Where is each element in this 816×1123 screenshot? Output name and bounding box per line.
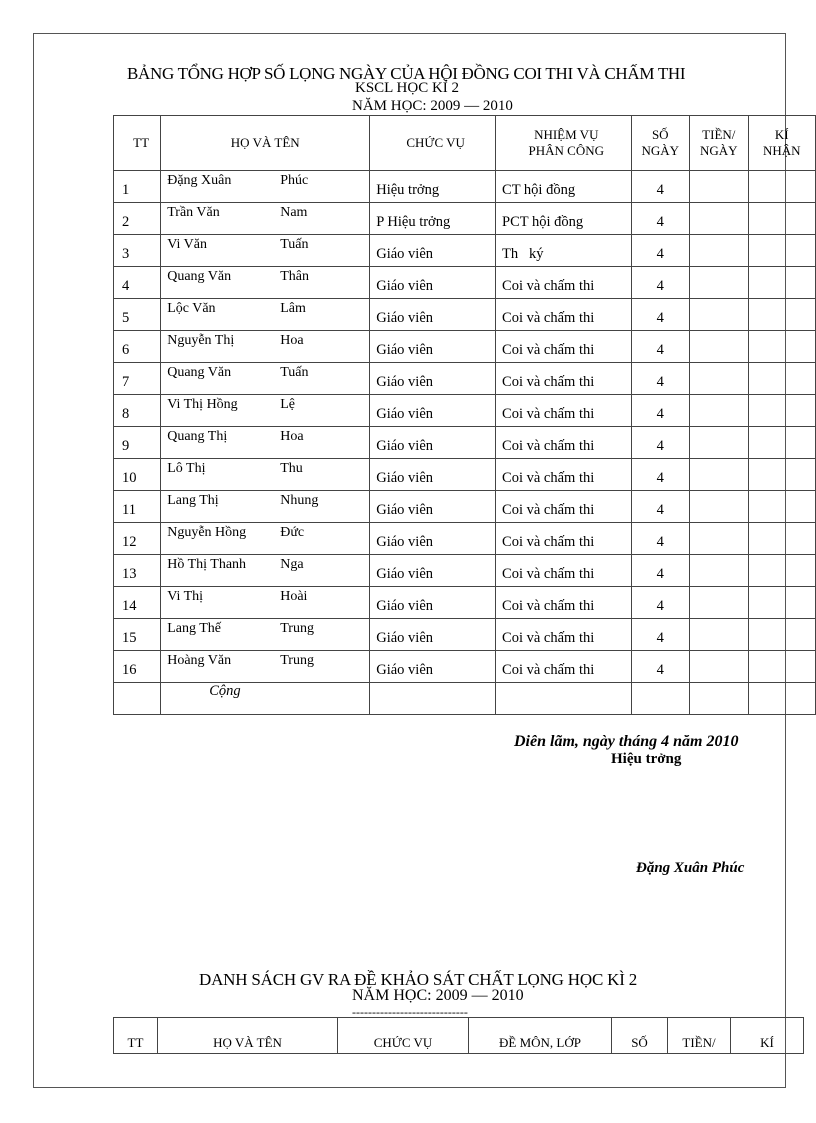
role-text: Giáo viên [376, 310, 434, 326]
name-wrap [161, 491, 369, 522]
sign-cell [748, 171, 815, 203]
days-text: 4 [656, 470, 664, 486]
sign-cell [748, 363, 815, 395]
header-tt: TT [114, 116, 161, 171]
row-number-text: 8 [122, 406, 130, 422]
row-number-text: 12 [122, 534, 137, 550]
days-text: 4 [656, 374, 664, 390]
name-wrap [161, 299, 369, 330]
given-name: Lệ [280, 397, 295, 412]
rate-cell [690, 459, 749, 491]
row-number-text: 10 [122, 470, 137, 486]
task-cell [496, 395, 631, 427]
family-name: Vi Văn [167, 237, 207, 252]
table-row [114, 235, 816, 267]
row-number [114, 171, 161, 203]
s2-header-sign: KÍ [731, 1018, 804, 1054]
days-cell [631, 555, 690, 587]
table-row [114, 331, 816, 363]
days-text: 4 [656, 182, 664, 198]
name-wrap [161, 363, 369, 394]
role-text: Giáo viên [376, 534, 434, 550]
name-cell [161, 523, 370, 555]
sign-cell [748, 299, 815, 331]
name-cell [161, 651, 370, 683]
row-number [114, 395, 161, 427]
name-wrap [161, 235, 369, 266]
table-header-row [114, 116, 816, 171]
role-text: Giáo viên [376, 246, 434, 262]
days-text: 4 [656, 566, 664, 582]
name-wrap [161, 203, 369, 234]
header-role: CHỨC VỤ [370, 116, 496, 171]
table-row [114, 171, 816, 203]
rate-cell [690, 427, 749, 459]
rate-cell [690, 395, 749, 427]
name-wrap [161, 331, 369, 362]
rate-cell [690, 299, 749, 331]
total-task-cell [496, 683, 631, 715]
role-cell [370, 299, 496, 331]
days-cell [631, 299, 690, 331]
role-text: Giáo viên [376, 438, 434, 454]
name-wrap [161, 523, 369, 554]
family-name: Hồ Thị Thanh [167, 557, 247, 572]
given-name: Thu [280, 461, 303, 476]
row-number-text: 6 [122, 342, 130, 358]
name-cell [161, 267, 370, 299]
task-text: Coi và chấm thi [502, 310, 595, 326]
row-number [114, 555, 161, 587]
role-cell [370, 203, 496, 235]
name-cell [161, 491, 370, 523]
signer-name: Đặng Xuân Phúc [636, 860, 745, 876]
days-cell [631, 651, 690, 683]
task-cell [496, 235, 631, 267]
task-text: Coi và chấm thi [502, 406, 595, 422]
sign-cell [748, 267, 815, 299]
table-row [114, 619, 816, 651]
role-text: P Hiệu trởng [376, 214, 451, 230]
table-body [114, 171, 816, 683]
role-cell [370, 267, 496, 299]
days-text: 4 [656, 662, 664, 678]
total-sign-cell [748, 683, 815, 715]
total-tt-cell [114, 683, 161, 715]
given-name: Phúc [280, 173, 309, 188]
s2-header-rate: TIỀN/ [668, 1018, 731, 1054]
rate-cell [690, 651, 749, 683]
table-row [114, 363, 816, 395]
table-row [114, 651, 816, 683]
task-text: Coi và chấm thi [502, 438, 595, 454]
task-cell [496, 363, 631, 395]
given-name: Nam [280, 205, 308, 220]
rate-cell [690, 203, 749, 235]
s2-header-name: HỌ VÀ TÊN [158, 1018, 338, 1054]
header-rate [690, 116, 749, 171]
family-name: Vi Thị [167, 589, 204, 604]
table-row [114, 395, 816, 427]
section2-title: DANH SÁCH GV RA ĐỀ KHẢO SÁT CHẤT LỌNG HỌC KÌ 2 [199, 970, 638, 989]
header-days-line2: NGÀY [641, 143, 680, 158]
task-cell [496, 523, 631, 555]
days-cell [631, 491, 690, 523]
rate-cell [690, 331, 749, 363]
row-number [114, 427, 161, 459]
task-cell [496, 651, 631, 683]
role-text: Giáo viên [376, 502, 434, 518]
family-name: Quang Văn [167, 269, 232, 284]
days-cell [631, 619, 690, 651]
header-task [496, 116, 631, 171]
name-wrap [161, 267, 369, 298]
rate-cell [690, 267, 749, 299]
table-row [114, 555, 816, 587]
row-number-text: 7 [122, 374, 130, 390]
school-year: NĂM HỌC: 2009 — 2010 [352, 98, 513, 114]
role-text: Hiệu trởng [376, 182, 440, 198]
task-text: Coi và chấm thi [502, 502, 595, 518]
total-label: Cộng [161, 683, 370, 715]
days-text: 4 [656, 534, 664, 550]
row-number [114, 203, 161, 235]
header-rate-line1: TIỀN/ [702, 127, 736, 142]
table-row [114, 203, 816, 235]
task-cell [496, 459, 631, 491]
task-text: PCT hội đồng [502, 214, 584, 230]
name-cell [161, 203, 370, 235]
task-cell [496, 267, 631, 299]
table-row [114, 459, 816, 491]
name-wrap [161, 395, 369, 426]
family-name: Quang Thị [167, 429, 228, 444]
header-days-line1: SỐ [651, 127, 669, 142]
family-name: Nguyễn Hồng [167, 525, 247, 540]
row-number [114, 459, 161, 491]
document-subtitle: KSCL HỌC KÌ 2 [355, 80, 460, 96]
header-sign-line1: KÍ [774, 127, 789, 142]
family-name: Vi Thị Hồng [167, 397, 238, 412]
given-name: Tuấn [280, 365, 309, 380]
rate-cell [690, 491, 749, 523]
task-text: Th ký [502, 246, 544, 262]
row-number [114, 587, 161, 619]
s2-header-tt: TT [114, 1018, 158, 1054]
task-text: Coi và chấm thi [502, 598, 595, 614]
row-number [114, 235, 161, 267]
days-text: 4 [656, 214, 664, 230]
family-name: Lô Thị [167, 461, 206, 476]
row-number-text: 5 [122, 310, 130, 326]
row-number [114, 523, 161, 555]
name-cell [161, 331, 370, 363]
rate-cell [690, 555, 749, 587]
row-number [114, 299, 161, 331]
role-cell [370, 235, 496, 267]
rate-cell [690, 587, 749, 619]
days-cell [631, 395, 690, 427]
place-date: Diên lãm, ngày tháng 4 năm 2010 [514, 733, 739, 750]
sign-cell [748, 459, 815, 491]
row-number [114, 267, 161, 299]
role-cell [370, 363, 496, 395]
days-text: 4 [656, 342, 664, 358]
days-cell [631, 267, 690, 299]
task-text: Coi và chấm thi [502, 566, 595, 582]
given-name: Thân [280, 269, 309, 284]
family-name: Lang Thị [167, 493, 219, 508]
row-number [114, 651, 161, 683]
sign-cell [748, 203, 815, 235]
header-name: HỌ VÀ TÊN [161, 116, 370, 171]
table-row [114, 299, 816, 331]
role-text: Giáo viên [376, 598, 434, 614]
role-text: Giáo viên [376, 278, 434, 294]
given-name: Hoài [280, 589, 308, 604]
name-cell [161, 395, 370, 427]
name-cell [161, 235, 370, 267]
sign-cell [748, 555, 815, 587]
s2-header-subject: ĐỀ MÔN, LỚP [469, 1018, 612, 1054]
role-cell [370, 619, 496, 651]
name-cell [161, 459, 370, 491]
days-cell [631, 171, 690, 203]
s2-header-count: SỐ [612, 1018, 668, 1054]
task-text: Coi và chấm thi [502, 342, 595, 358]
given-name: Trung [280, 621, 314, 636]
table-row [114, 427, 816, 459]
name-cell [161, 363, 370, 395]
days-text: 4 [656, 598, 664, 614]
rate-cell [690, 171, 749, 203]
days-text: 4 [656, 278, 664, 294]
table-row [114, 267, 816, 299]
days-cell [631, 331, 690, 363]
given-name: Tuấn [280, 237, 309, 252]
row-number-text: 13 [122, 566, 137, 582]
task-cell [496, 427, 631, 459]
row-number-text: 3 [122, 246, 130, 262]
role-cell [370, 171, 496, 203]
role-text: Giáo viên [376, 630, 434, 646]
sign-cell [748, 235, 815, 267]
header-days [631, 116, 690, 171]
given-name: Hoa [280, 333, 304, 348]
rate-cell [690, 235, 749, 267]
row-number-text: 16 [122, 662, 137, 678]
given-name: Nhung [280, 493, 319, 508]
task-cell [496, 203, 631, 235]
name-wrap [161, 427, 369, 458]
days-text: 4 [656, 310, 664, 326]
name-wrap [161, 171, 369, 202]
row-number-text: 1 [122, 182, 130, 198]
role-cell [370, 555, 496, 587]
days-text: 4 [656, 630, 664, 646]
name-cell [161, 587, 370, 619]
task-cell [496, 587, 631, 619]
family-name: Lang Thế [167, 621, 221, 636]
role-cell [370, 587, 496, 619]
teacher-list-header-row [114, 1018, 804, 1054]
header-sign-line2: NHẬN [762, 143, 801, 158]
role-cell [370, 331, 496, 363]
task-text: Coi và chấm thi [502, 630, 595, 646]
row-number-text: 15 [122, 630, 137, 646]
total-rate-cell [690, 683, 749, 715]
row-number-text: 14 [122, 598, 137, 614]
task-cell [496, 171, 631, 203]
name-cell [161, 619, 370, 651]
table-row [114, 491, 816, 523]
family-name: Nguyễn Thị [167, 333, 235, 348]
given-name: Hoa [280, 429, 304, 444]
role-text: Giáo viên [376, 566, 434, 582]
given-name: Trung [280, 653, 314, 668]
days-cell [631, 235, 690, 267]
family-name: Quang Văn [167, 365, 232, 380]
days-text: 4 [656, 246, 664, 262]
row-number [114, 363, 161, 395]
sign-cell [748, 427, 815, 459]
teacher-list-table [113, 1017, 804, 1054]
role-cell [370, 459, 496, 491]
name-wrap [161, 555, 369, 586]
family-name: Đặng Xuân [167, 173, 232, 188]
row-number [114, 619, 161, 651]
sign-cell [748, 395, 815, 427]
role-text: Giáo viên [376, 342, 434, 358]
section2-school-year: NĂM HỌC: 2009 — 2010 [352, 987, 524, 1004]
sign-cell [748, 587, 815, 619]
days-cell [631, 427, 690, 459]
name-wrap [161, 587, 369, 618]
task-cell [496, 491, 631, 523]
name-cell [161, 427, 370, 459]
total-row [114, 683, 816, 715]
sign-cell [748, 523, 815, 555]
task-cell [496, 331, 631, 363]
signer-position: Hiệu trởng [611, 751, 682, 767]
task-text: Coi và chấm thi [502, 662, 595, 678]
name-wrap [161, 459, 369, 490]
rate-cell [690, 619, 749, 651]
days-text: 4 [656, 438, 664, 454]
role-cell [370, 651, 496, 683]
task-text: Coi và chấm thi [502, 374, 595, 390]
role-cell [370, 427, 496, 459]
name-wrap [161, 651, 369, 682]
role-cell [370, 395, 496, 427]
task-cell [496, 619, 631, 651]
days-cell [631, 203, 690, 235]
total-role-cell [370, 683, 496, 715]
header-sign [748, 116, 815, 171]
header-rate-line2: NGÀY [700, 143, 738, 158]
task-cell [496, 299, 631, 331]
document-title: BẢNG TỔNG HỢP SỐ LỌNG NGÀY CỦA HỘI ĐỒNG COI THI VÀ CHẤM THI [127, 64, 686, 83]
role-cell [370, 491, 496, 523]
task-text: Coi và chấm thi [502, 534, 595, 550]
sign-cell [748, 331, 815, 363]
days-cell [631, 523, 690, 555]
row-number [114, 331, 161, 363]
rate-cell [690, 363, 749, 395]
total-days-cell [631, 683, 690, 715]
section2-divider: ----------------------------- [352, 1005, 468, 1019]
given-name: Nga [280, 557, 304, 572]
role-cell [370, 523, 496, 555]
name-wrap [161, 619, 369, 650]
family-name: Lộc Văn [167, 301, 216, 316]
days-text: 4 [656, 502, 664, 518]
role-text: Giáo viên [376, 406, 434, 422]
task-text: Coi và chấm thi [502, 470, 595, 486]
task-cell [496, 555, 631, 587]
name-cell [161, 171, 370, 203]
role-text: Giáo viên [376, 374, 434, 390]
table-row [114, 587, 816, 619]
family-name: Trần Văn [167, 205, 220, 220]
family-name: Hoàng Văn [167, 653, 232, 668]
sign-cell [748, 619, 815, 651]
task-text: Coi và chấm thi [502, 278, 595, 294]
row-number-text: 2 [122, 214, 130, 230]
sign-cell [748, 491, 815, 523]
s2-header-role: CHỨC VỤ [338, 1018, 469, 1054]
task-text: CT hội đồng [502, 182, 576, 198]
given-name: Đức [280, 525, 305, 540]
name-cell [161, 299, 370, 331]
row-number-text: 4 [122, 278, 130, 294]
row-number [114, 491, 161, 523]
table-row [114, 523, 816, 555]
header-task-line2: PHÂN CÔNG [528, 143, 605, 158]
days-cell [631, 459, 690, 491]
name-cell [161, 555, 370, 587]
role-text: Giáo viên [376, 470, 434, 486]
row-number-text: 9 [122, 438, 130, 454]
role-text: Giáo viên [376, 662, 434, 678]
header-task-line1: NHIỆM VỤ [534, 127, 599, 142]
row-number-text: 11 [122, 502, 136, 518]
days-cell [631, 587, 690, 619]
days-cell [631, 363, 690, 395]
summary-table [113, 115, 816, 715]
days-text: 4 [656, 406, 664, 422]
given-name: Lâm [280, 301, 306, 316]
rate-cell [690, 523, 749, 555]
sign-cell [748, 651, 815, 683]
